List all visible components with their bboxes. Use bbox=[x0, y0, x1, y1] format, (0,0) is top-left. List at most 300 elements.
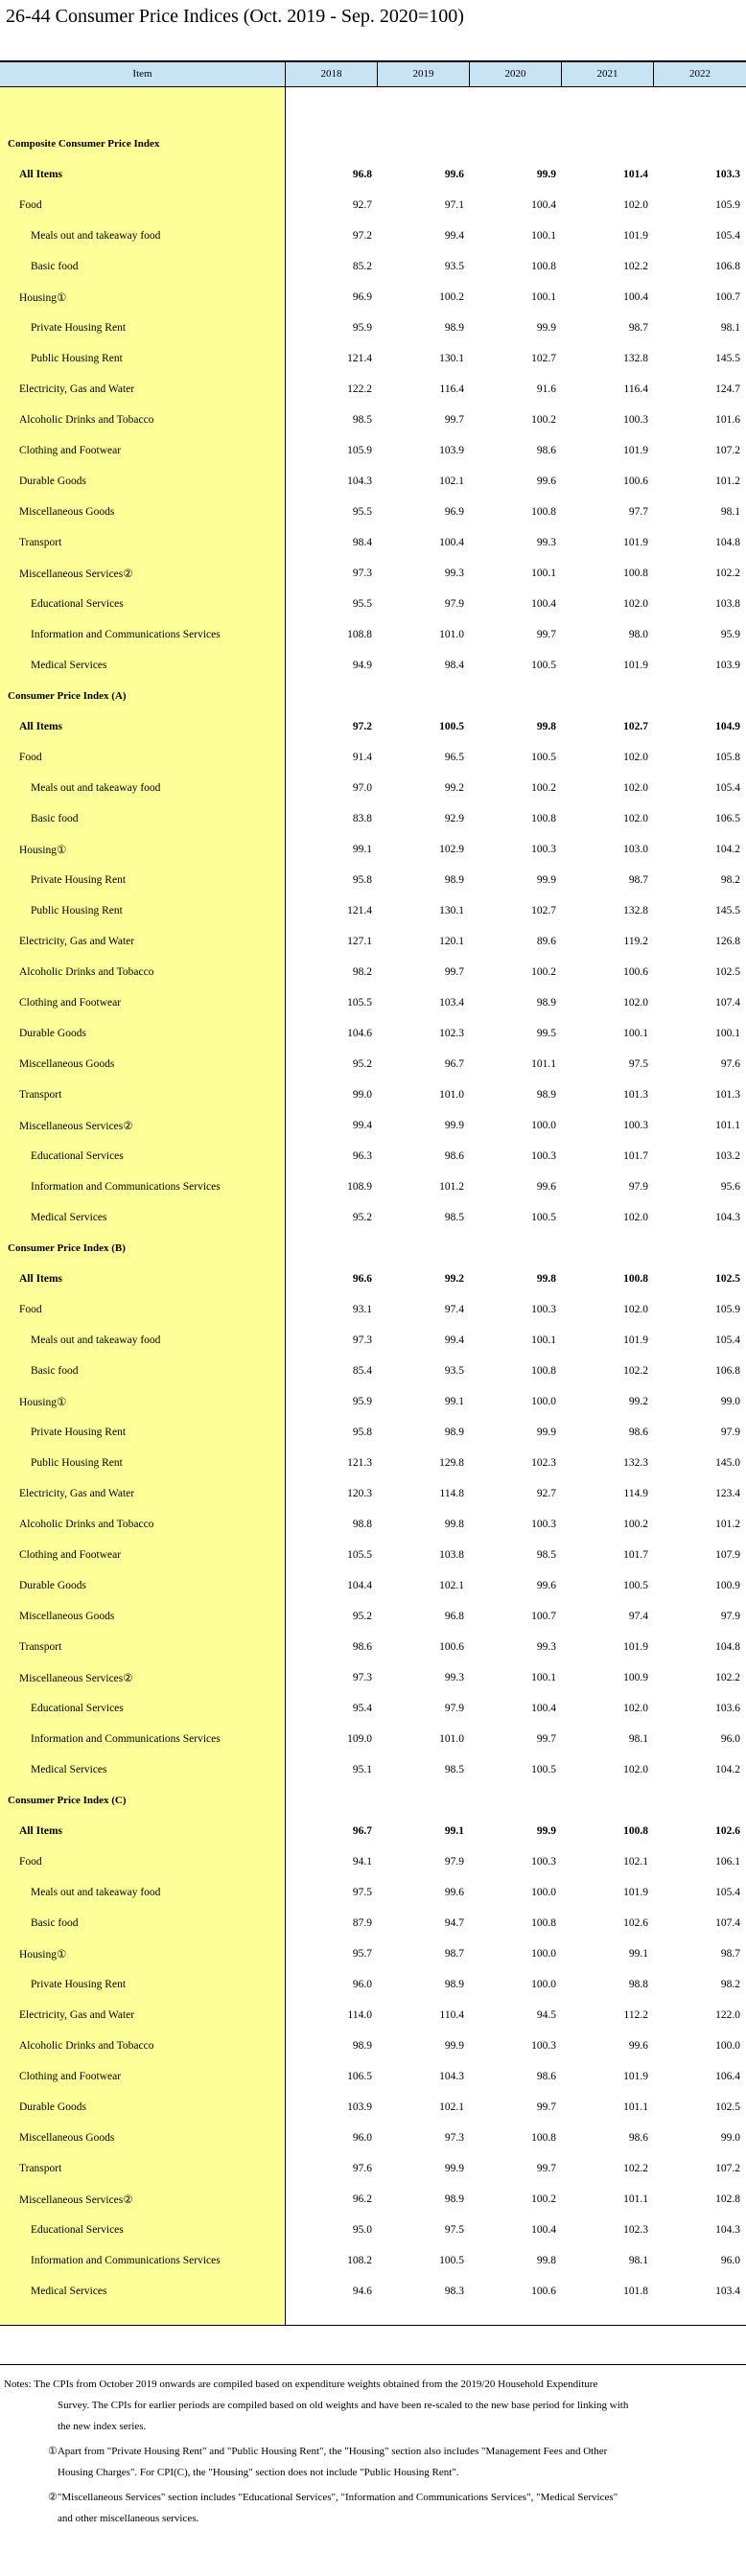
index-value: 101.9 bbox=[623, 1887, 648, 1898]
table-row bbox=[0, 282, 746, 313]
index-value: 99.6 bbox=[536, 1181, 556, 1193]
index-value: 100.0 bbox=[715, 2040, 740, 2052]
index-value: 100.0 bbox=[531, 1120, 556, 1131]
index-value: 99.7 bbox=[536, 2101, 556, 2113]
index-value: 98.2 bbox=[720, 874, 740, 886]
row-label: All Items bbox=[19, 1825, 63, 1837]
index-value: 127.1 bbox=[347, 936, 372, 947]
row-label: Information and Communications Services bbox=[31, 1733, 221, 1745]
index-value: 106.8 bbox=[715, 1365, 740, 1377]
index-value: 97.9 bbox=[628, 1181, 648, 1193]
index-value: 96.8 bbox=[352, 169, 372, 180]
table-row bbox=[0, 1662, 746, 1693]
index-value: 99.6 bbox=[536, 476, 556, 487]
index-value: 95.2 bbox=[352, 1212, 372, 1223]
index-value: 101.4 bbox=[623, 169, 648, 180]
table-row bbox=[0, 1018, 746, 1049]
table-row bbox=[0, 374, 746, 405]
index-value: 101.1 bbox=[623, 2193, 648, 2205]
index-value: 103.4 bbox=[715, 2286, 740, 2297]
row-label: Educational Services bbox=[31, 2224, 124, 2236]
index-value: 102.0 bbox=[623, 1212, 648, 1223]
index-value: 95.8 bbox=[352, 1427, 372, 1438]
row-label: Miscellaneous Services② bbox=[19, 1121, 133, 1132]
index-value: 101.3 bbox=[623, 1089, 648, 1101]
row-label: Transport bbox=[19, 537, 62, 548]
table-row bbox=[0, 619, 746, 650]
index-value: 105.4 bbox=[715, 782, 740, 794]
index-value: 101.9 bbox=[623, 1334, 648, 1346]
index-value: 101.0 bbox=[439, 629, 464, 640]
index-value: 100.4 bbox=[531, 1703, 556, 1714]
index-value: 102.3 bbox=[531, 1457, 556, 1469]
table-row bbox=[0, 650, 746, 681]
index-value: 145.0 bbox=[715, 1457, 740, 1469]
table-row bbox=[0, 711, 746, 742]
index-value: 105.4 bbox=[715, 230, 740, 242]
index-value: 99.9 bbox=[536, 1825, 556, 1837]
table-row bbox=[0, 251, 746, 282]
index-value: 102.5 bbox=[715, 966, 740, 978]
row-label: Educational Services bbox=[31, 1150, 124, 1162]
index-value: 102.7 bbox=[531, 353, 556, 364]
index-value: 97.4 bbox=[628, 1611, 648, 1622]
row-label: Meals out and takeaway food bbox=[31, 782, 161, 794]
index-value: 98.7 bbox=[720, 1948, 740, 1960]
index-value: 98.4 bbox=[444, 660, 464, 671]
index-value: 94.1 bbox=[352, 1856, 372, 1868]
row-label: Transport bbox=[19, 2163, 62, 2174]
index-value: 101.3 bbox=[715, 1089, 740, 1101]
table-row bbox=[0, 1509, 746, 1540]
index-value: 101.9 bbox=[623, 2071, 648, 2082]
row-label: Electricity, Gas and Water bbox=[19, 383, 135, 395]
index-value: 100.8 bbox=[623, 1273, 648, 1285]
index-value: 104.8 bbox=[715, 1641, 740, 1653]
row-label: All Items bbox=[19, 169, 63, 180]
index-value: 99.0 bbox=[720, 2132, 740, 2144]
row-label: Durable Goods bbox=[19, 1028, 86, 1039]
index-value: 121.4 bbox=[347, 905, 372, 917]
index-value: 100.8 bbox=[623, 1825, 648, 1837]
table-row bbox=[0, 1172, 746, 1202]
index-value: 100.5 bbox=[531, 1212, 556, 1223]
index-value: 108.2 bbox=[347, 2255, 372, 2266]
index-value: 96.8 bbox=[444, 1611, 464, 1622]
index-value: 95.9 bbox=[352, 322, 372, 334]
index-value: 99.8 bbox=[536, 721, 556, 732]
index-value: 99.0 bbox=[720, 1396, 740, 1407]
table-row bbox=[0, 313, 746, 343]
index-value: 97.3 bbox=[352, 1672, 372, 1683]
index-value: 102.0 bbox=[623, 813, 648, 824]
row-label: Basic food bbox=[31, 1365, 79, 1377]
index-value: 97.5 bbox=[352, 1887, 372, 1898]
index-value: 97.6 bbox=[720, 1058, 740, 1070]
index-value: 101.2 bbox=[715, 1519, 740, 1530]
row-label: Transport bbox=[19, 1641, 62, 1653]
index-value: 87.9 bbox=[352, 1917, 372, 1929]
index-value: 119.2 bbox=[623, 936, 648, 947]
index-value: 104.6 bbox=[347, 1028, 372, 1039]
index-value: 106.4 bbox=[715, 2071, 740, 2082]
header-year: 2020 bbox=[470, 62, 562, 86]
index-value: 100.0 bbox=[531, 1979, 556, 1990]
table-row bbox=[0, 834, 746, 865]
index-value: 100.8 bbox=[623, 568, 648, 579]
index-value: 102.0 bbox=[623, 1703, 648, 1714]
index-value: 107.4 bbox=[715, 1917, 740, 1929]
index-value: 99.4 bbox=[444, 230, 464, 242]
index-value: 101.6 bbox=[715, 414, 740, 426]
index-value: 92.7 bbox=[536, 1488, 556, 1499]
note-line: ②"Miscellaneous Services" section includes "Educational Services", "Information and Communications Services", "Medical Services" bbox=[48, 2492, 618, 2503]
index-value: 96.0 bbox=[720, 1733, 740, 1745]
index-value: 99.1 bbox=[444, 1396, 464, 1407]
index-value: 96.2 bbox=[352, 2193, 372, 2205]
index-value: 100.3 bbox=[531, 844, 556, 855]
index-value: 100.4 bbox=[439, 537, 464, 548]
row-label: Information and Communications Services bbox=[31, 629, 221, 640]
index-value: 101.2 bbox=[715, 476, 740, 487]
index-value: 104.9 bbox=[715, 721, 740, 732]
index-value: 101.1 bbox=[531, 1058, 556, 1070]
index-value: 91.4 bbox=[352, 752, 372, 763]
index-value: 98.5 bbox=[444, 1764, 464, 1775]
note-line: Housing Charges". For CPI(C), the "Housing" section does not include "Public Housing Rent". bbox=[58, 2467, 459, 2478]
table-row bbox=[0, 190, 746, 220]
index-value: 99.7 bbox=[536, 1733, 556, 1745]
index-value: 107.4 bbox=[715, 997, 740, 1009]
table-row bbox=[0, 1570, 746, 1601]
index-value: 98.0 bbox=[628, 629, 648, 640]
index-value: 99.6 bbox=[444, 1887, 464, 1898]
index-value: 120.1 bbox=[439, 936, 464, 947]
header-year: 2018 bbox=[286, 62, 378, 86]
table-row bbox=[0, 1049, 746, 1079]
index-value: 132.3 bbox=[623, 1457, 648, 1469]
index-value: 100.3 bbox=[531, 1150, 556, 1162]
index-value: 94.5 bbox=[536, 2009, 556, 2021]
row-label: Durable Goods bbox=[19, 2101, 86, 2113]
table-row bbox=[0, 1877, 746, 1908]
row-label: Food bbox=[19, 752, 42, 763]
table-row bbox=[0, 466, 746, 497]
index-value: 95.0 bbox=[352, 2224, 372, 2236]
note-line: Survey. The CPIs for earlier periods are compiled based on old weights and have been re-scaled to the new base period for linking with bbox=[58, 2400, 629, 2411]
index-value: 98.6 bbox=[628, 2132, 648, 2144]
index-value: 102.0 bbox=[623, 598, 648, 610]
index-value: 96.7 bbox=[444, 1058, 464, 1070]
cpi-table bbox=[0, 60, 746, 2326]
row-label: Clothing and Footwear bbox=[19, 445, 122, 456]
index-value: 97.5 bbox=[444, 2224, 464, 2236]
table-row bbox=[0, 1540, 746, 1570]
index-value: 100.2 bbox=[531, 782, 556, 794]
index-value: 100.8 bbox=[531, 813, 556, 824]
index-value: 103.9 bbox=[347, 2101, 372, 2113]
table-header bbox=[0, 60, 746, 87]
index-value: 100.3 bbox=[531, 2040, 556, 2052]
index-value: 98.1 bbox=[628, 1733, 648, 1745]
index-value: 95.2 bbox=[352, 1058, 372, 1070]
section-heading: Composite Consumer Price Index bbox=[8, 138, 160, 150]
index-value: 97.3 bbox=[444, 2132, 464, 2144]
row-label: Basic food bbox=[31, 813, 79, 824]
row-label: Meals out and takeaway food bbox=[31, 230, 161, 242]
index-value: 97.3 bbox=[352, 568, 372, 579]
index-value: 114.8 bbox=[439, 1488, 464, 1499]
table-row bbox=[0, 1141, 746, 1172]
section-heading: Consumer Price Index (B) bbox=[8, 1242, 126, 1254]
index-value: 99.3 bbox=[444, 1672, 464, 1683]
index-value: 102.0 bbox=[623, 997, 648, 1009]
index-value: 85.4 bbox=[352, 1365, 372, 1377]
table-row bbox=[0, 1724, 746, 1754]
row-label: All Items bbox=[19, 721, 63, 732]
index-value: 105.5 bbox=[347, 997, 372, 1009]
index-value: 129.8 bbox=[439, 1457, 464, 1469]
index-value: 98.9 bbox=[444, 1427, 464, 1438]
table-row bbox=[0, 1079, 746, 1110]
index-value: 98.1 bbox=[720, 322, 740, 334]
index-value: 100.5 bbox=[623, 1580, 648, 1591]
index-value: 95.7 bbox=[352, 1948, 372, 1960]
index-value: 100.3 bbox=[623, 414, 648, 426]
header-year: 2019 bbox=[378, 62, 470, 86]
index-value: 94.9 bbox=[352, 660, 372, 671]
index-value: 102.7 bbox=[531, 905, 556, 917]
row-label: All Items bbox=[19, 1273, 63, 1285]
index-value: 99.0 bbox=[352, 1089, 372, 1101]
index-value: 100.2 bbox=[439, 291, 464, 303]
index-value: 108.9 bbox=[347, 1181, 372, 1193]
note-line: Notes: The CPIs from October 2019 onwards are compiled based on expenditure weights obtained from the 2019/20 Household Expenditure bbox=[4, 2379, 598, 2390]
table-row bbox=[0, 895, 746, 926]
index-value: 99.8 bbox=[536, 2255, 556, 2266]
index-value: 130.1 bbox=[439, 353, 464, 364]
index-value: 100.6 bbox=[439, 1641, 464, 1653]
index-value: 105.9 bbox=[715, 1304, 740, 1315]
index-value: 100.1 bbox=[531, 230, 556, 242]
table-row bbox=[0, 1632, 746, 1662]
index-value: 99.2 bbox=[628, 1396, 648, 1407]
table-row bbox=[0, 987, 746, 1018]
table-row bbox=[0, 1846, 746, 1877]
index-value: 100.3 bbox=[531, 1856, 556, 1868]
index-value: 100.4 bbox=[531, 598, 556, 610]
note-line: the new index series. bbox=[58, 2421, 147, 2432]
index-value: 100.5 bbox=[531, 752, 556, 763]
index-value: 95.9 bbox=[352, 1396, 372, 1407]
index-value: 104.4 bbox=[347, 1580, 372, 1591]
index-value: 130.1 bbox=[439, 905, 464, 917]
index-value: 99.7 bbox=[536, 629, 556, 640]
index-value: 100.5 bbox=[439, 2255, 464, 2266]
table-row bbox=[0, 1478, 746, 1509]
row-label: Transport bbox=[19, 1089, 62, 1101]
index-value: 105.9 bbox=[715, 199, 740, 211]
table-row bbox=[0, 589, 746, 619]
index-value: 132.8 bbox=[623, 905, 648, 917]
index-value: 104.2 bbox=[715, 844, 740, 855]
index-value: 97.7 bbox=[628, 506, 648, 518]
section-heading-row bbox=[0, 681, 746, 711]
index-value: 122.2 bbox=[347, 383, 372, 395]
section-heading-row bbox=[0, 1785, 746, 1816]
index-value: 89.6 bbox=[536, 936, 556, 947]
index-value: 98.1 bbox=[720, 506, 740, 518]
index-value: 100.6 bbox=[623, 966, 648, 978]
index-value: 107.2 bbox=[715, 445, 740, 456]
index-value: 96.9 bbox=[352, 291, 372, 303]
row-label: Basic food bbox=[31, 261, 79, 272]
index-value: 99.9 bbox=[536, 874, 556, 886]
table-row bbox=[0, 1294, 746, 1325]
row-label: Medical Services bbox=[31, 2286, 107, 2297]
index-value: 95.1 bbox=[352, 1764, 372, 1775]
index-value: 96.3 bbox=[352, 1150, 372, 1162]
index-value: 101.9 bbox=[623, 660, 648, 671]
index-value: 97.9 bbox=[444, 1703, 464, 1714]
index-value: 99.9 bbox=[536, 322, 556, 334]
index-value: 99.9 bbox=[536, 1427, 556, 1438]
index-value: 100.2 bbox=[623, 1519, 648, 1530]
index-value: 99.9 bbox=[444, 2040, 464, 2052]
index-value: 101.9 bbox=[623, 537, 648, 548]
table-row bbox=[0, 1356, 746, 1386]
index-value: 116.4 bbox=[439, 383, 464, 395]
row-label: Food bbox=[19, 1856, 42, 1868]
row-label: Private Housing Rent bbox=[31, 1427, 127, 1438]
index-value: 102.2 bbox=[623, 261, 648, 272]
index-value: 102.6 bbox=[715, 1825, 740, 1837]
table-row bbox=[0, 1969, 746, 2000]
index-value: 93.5 bbox=[444, 1365, 464, 1377]
index-value: 102.9 bbox=[439, 844, 464, 855]
table-row bbox=[0, 435, 746, 466]
index-value: 99.8 bbox=[536, 1273, 556, 1285]
row-label: Miscellaneous Services② bbox=[19, 1673, 133, 1684]
index-value: 101.8 bbox=[623, 2286, 648, 2297]
index-value: 98.1 bbox=[628, 2255, 648, 2266]
index-value: 102.6 bbox=[623, 1917, 648, 1929]
index-value: 95.5 bbox=[352, 506, 372, 518]
index-value: 98.6 bbox=[444, 1150, 464, 1162]
index-value: 101.7 bbox=[623, 1549, 648, 1561]
table-row bbox=[0, 2031, 746, 2061]
index-value: 92.9 bbox=[444, 813, 464, 824]
index-value: 99.2 bbox=[444, 782, 464, 794]
row-label: Miscellaneous Goods bbox=[19, 1611, 115, 1622]
index-value: 103.9 bbox=[439, 445, 464, 456]
index-value: 98.9 bbox=[444, 322, 464, 334]
index-value: 100.2 bbox=[531, 966, 556, 978]
index-value: 100.8 bbox=[531, 261, 556, 272]
table-row bbox=[0, 220, 746, 251]
notes bbox=[0, 2364, 746, 2524]
index-value: 120.3 bbox=[347, 1488, 372, 1499]
index-value: 102.1 bbox=[439, 476, 464, 487]
index-value: 107.9 bbox=[715, 1549, 740, 1561]
table-row bbox=[0, 558, 746, 589]
index-value: 94.7 bbox=[444, 1917, 464, 1929]
row-label: Basic food bbox=[31, 1917, 79, 1929]
index-value: 102.2 bbox=[623, 2163, 648, 2174]
row-label: Electricity, Gas and Water bbox=[19, 2009, 135, 2021]
index-value: 100.3 bbox=[623, 1120, 648, 1131]
index-value: 95.2 bbox=[352, 1611, 372, 1622]
index-value: 100.4 bbox=[623, 291, 648, 303]
index-value: 98.8 bbox=[352, 1519, 372, 1530]
row-label: Alcoholic Drinks and Tobacco bbox=[19, 1519, 154, 1530]
table-row bbox=[0, 1417, 746, 1448]
table-row bbox=[0, 926, 746, 957]
index-value: 96.0 bbox=[720, 2255, 740, 2266]
index-value: 94.6 bbox=[352, 2286, 372, 2297]
row-label: Durable Goods bbox=[19, 476, 86, 487]
row-label: Durable Goods bbox=[19, 1580, 86, 1591]
row-label: Private Housing Rent bbox=[31, 874, 127, 886]
row-label: Miscellaneous Goods bbox=[19, 506, 115, 518]
note-line: and other miscellaneous services. bbox=[58, 2513, 199, 2524]
index-value: 104.3 bbox=[347, 476, 372, 487]
index-value: 99.7 bbox=[444, 966, 464, 978]
index-value: 97.6 bbox=[352, 2163, 372, 2174]
table-row bbox=[0, 1816, 746, 1846]
index-value: 104.3 bbox=[439, 2071, 464, 2082]
index-value: 83.8 bbox=[352, 813, 372, 824]
index-value: 97.2 bbox=[352, 230, 372, 242]
header-item: Item bbox=[0, 62, 286, 86]
index-value: 99.6 bbox=[536, 1580, 556, 1591]
table-row bbox=[0, 773, 746, 803]
index-value: 105.5 bbox=[347, 1549, 372, 1561]
table-row bbox=[0, 1693, 746, 1724]
index-value: 102.0 bbox=[623, 752, 648, 763]
index-value: 100.1 bbox=[531, 1672, 556, 1683]
index-value: 99.9 bbox=[536, 169, 556, 180]
index-value: 97.4 bbox=[444, 1304, 464, 1315]
table-row bbox=[0, 1202, 746, 1233]
index-value: 100.6 bbox=[623, 476, 648, 487]
index-value: 99.4 bbox=[444, 1334, 464, 1346]
index-value: 98.5 bbox=[352, 414, 372, 426]
index-value: 99.5 bbox=[536, 1028, 556, 1039]
table-row bbox=[0, 865, 746, 895]
index-value: 102.0 bbox=[623, 782, 648, 794]
row-label: Food bbox=[19, 1304, 42, 1315]
section-heading: Consumer Price Index (C) bbox=[8, 1795, 127, 1806]
index-value: 98.7 bbox=[628, 874, 648, 886]
table-row bbox=[0, 1601, 746, 1632]
index-value: 100.5 bbox=[439, 721, 464, 732]
index-value: 98.9 bbox=[352, 2040, 372, 2052]
index-value: 98.9 bbox=[536, 1089, 556, 1101]
index-value: 116.4 bbox=[623, 383, 648, 395]
row-label: Medical Services bbox=[31, 660, 107, 671]
table-row bbox=[0, 2153, 746, 2184]
index-value: 91.6 bbox=[536, 383, 556, 395]
index-value: 108.8 bbox=[347, 629, 372, 640]
index-value: 95.6 bbox=[720, 1181, 740, 1193]
index-value: 100.8 bbox=[531, 1365, 556, 1377]
table-row bbox=[0, 2215, 746, 2245]
index-value: 100.1 bbox=[531, 291, 556, 303]
note-line: ①Apart from "Private Housing Rent" and "Public Housing Rent", the "Housing" section also includes "Management Fees and Other bbox=[48, 2446, 608, 2457]
index-value: 104.2 bbox=[715, 1764, 740, 1775]
index-value: 101.9 bbox=[623, 445, 648, 456]
